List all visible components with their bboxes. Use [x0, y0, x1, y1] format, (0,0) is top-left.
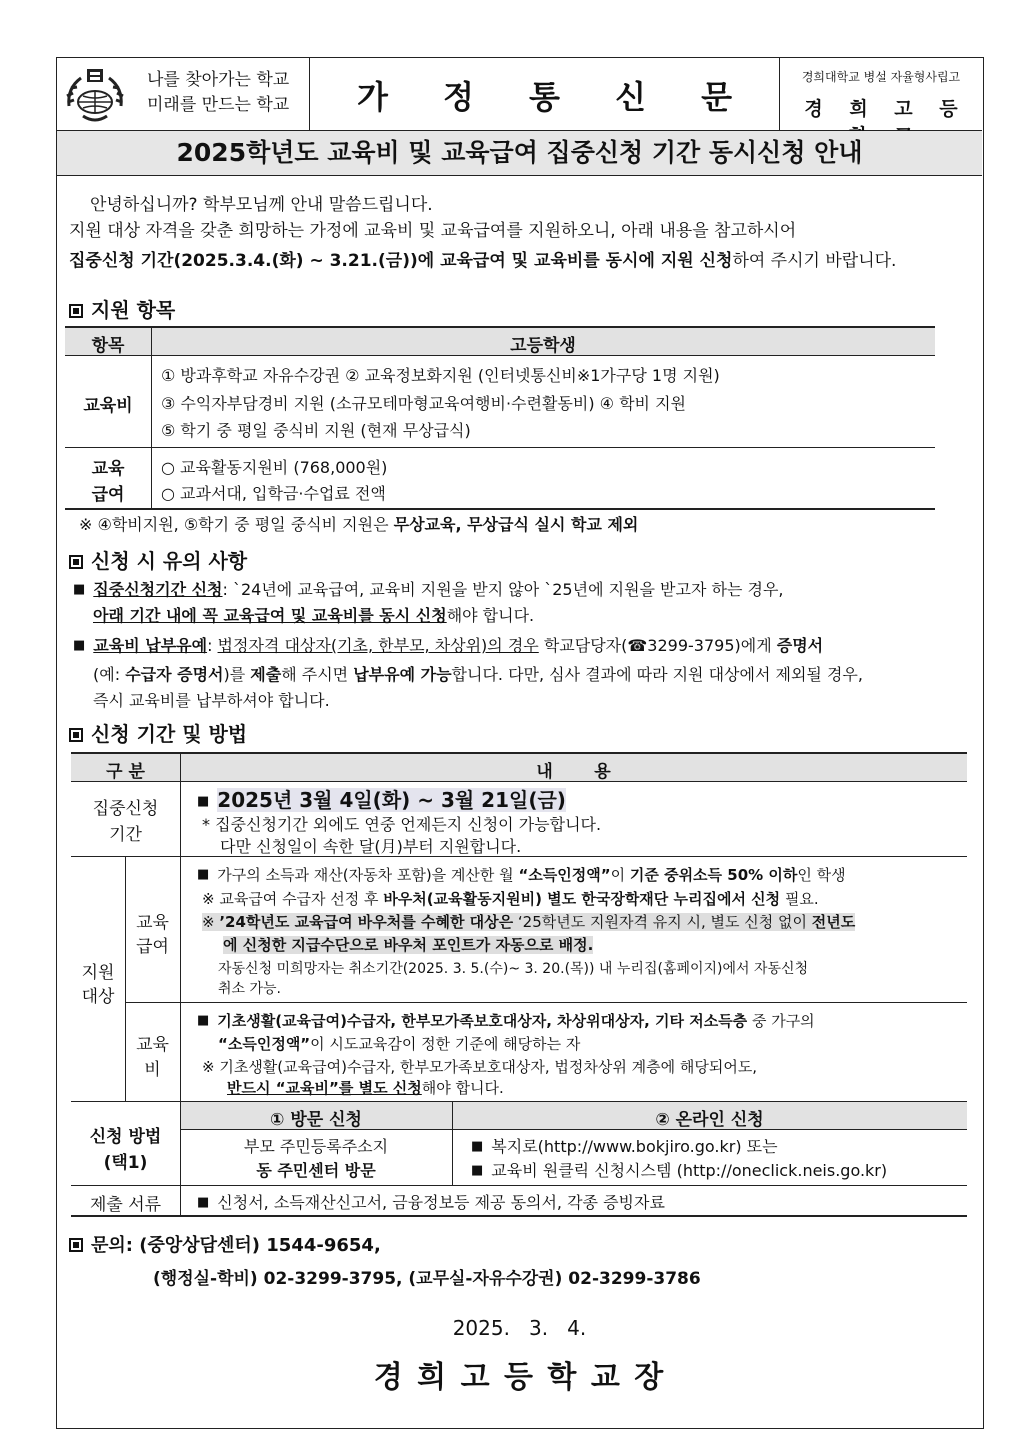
precaution-1-emphasis: 아래 기간 내에 꼭 교육급여 및 교육비를 동시 신청 [93, 606, 447, 625]
slogan-line-1: 나를 찾아가는 학교 [147, 70, 290, 90]
text-run: (예: [93, 665, 126, 684]
text-run: 에 신청한 지급수단으로 바우처 포인트가 자동으로 배정. [223, 936, 594, 954]
table-rule [71, 752, 967, 754]
method-label-1: 신청 방법 [89, 1127, 162, 1147]
edu-cost-item-line-2: ③ 수익자부담경비 지원 (소규모테마형교육여행비·수련활동비) ④ 학비 지원 [161, 394, 686, 413]
principal-signature: 경 희 고 등 학 교 장 [373, 1360, 666, 1395]
text-run: 바우처(교육활동지원비) 별도 한국장학재단 누리집에서 신청 [383, 890, 781, 908]
issue-date: 2025. 3. 4. [452, 1316, 587, 1340]
section-2-title: 신청 시 유의 사항 [91, 549, 248, 573]
text-run: 납부유예 가능 [353, 665, 452, 684]
text-run: 반드시 “교육비”를 별도 신청 [227, 1079, 422, 1097]
text-run: ※ [202, 913, 220, 931]
precaution-1-rest: 해야 합니다. [446, 606, 535, 625]
precaution-2-bold: 증명서 [776, 636, 824, 655]
text-run: 중 가구의 [747, 1012, 815, 1030]
row-edu-benefit-label-2: 급여 [91, 485, 125, 505]
edu-cost-item-line-3: ⑤ 학기 중 평일 중식비 지원 (현재 무상급식) [161, 421, 471, 440]
method-label-2: (택1) [103, 1153, 148, 1173]
table-rule [65, 447, 935, 448]
text-run: 이 시도교육감이 정한 기준에 해당하는 자 [310, 1035, 581, 1053]
precaution-item-1 [73, 577, 784, 600]
precaution-1-label: 집중신청기간 신청 [93, 580, 223, 599]
period-note-2: 다만 신청일이 속한 달(月)부터 지원합니다. [220, 837, 522, 856]
edu-benefit-item-line-1: ○ 교육활동지원비 (768,000원) [161, 458, 388, 477]
table-rule [125, 1002, 967, 1003]
edu-benefit-item-line-2: ○ 교과서대, 입학금·수업료 전액 [161, 484, 386, 503]
precaution-item-2 [73, 633, 823, 656]
edu-cost-target-label-1: 교육 [136, 1035, 169, 1055]
edu-cost-target-label-2: 비 [144, 1060, 161, 1080]
col-item-header: 항목 [91, 336, 125, 356]
col-category-header: 구 분 [106, 762, 145, 782]
visit-method-header: ① 방문 신청 [270, 1110, 362, 1130]
text-run: 필요. [780, 890, 819, 908]
text-run: )를 [223, 665, 251, 684]
precaution-item-2-line-3: 즉시 교육비를 납부하셔야 합니다. [93, 691, 330, 710]
slogan-line-2: 미래를 만드는 학교 [147, 95, 290, 115]
section-square-icon [69, 555, 83, 569]
contact-main: 문의: (중앙상담센터) 1544-9654, [91, 1235, 381, 1256]
table-rule [71, 1215, 967, 1217]
text-run: 해야 합니다. [421, 1079, 504, 1097]
section-precautions-heading [69, 545, 247, 574]
online-method-header: ② 온라인 신청 [655, 1110, 764, 1130]
table-rule [65, 326, 935, 328]
section-square-icon [69, 728, 83, 742]
school-slogan [147, 68, 289, 118]
precaution-2-label: 교육비 납부유예 [93, 636, 208, 655]
table-rule [71, 1101, 967, 1102]
note-emphasis: 무상교육, 무상급식 실시 학교 제외 [393, 515, 639, 534]
edu-benefit-criteria [197, 864, 846, 885]
intro-line-2: 지원 대상 자격을 갖춘 희망하는 가정에 교육비 및 교육급여를 지원하오니, 아래 내용을 참고하시어 [69, 221, 797, 241]
row-edu-benefit-label-1: 교육 [91, 459, 125, 479]
row-edu-cost-label: 교육비 [83, 396, 133, 416]
text-run: 수급자 증명서 [125, 665, 224, 684]
col-highschool-header: 고등학생 [510, 336, 576, 356]
header-slogan-cell [57, 58, 310, 130]
text-run: 이 [610, 866, 630, 884]
section-1-title: 지원 항목 [91, 298, 176, 322]
precaution-2-underlined: 법정자격 대상자(기초, 한부모, 차상위)의 경우 [217, 636, 539, 655]
online-method-line-1: ■ 복지로(http://www.bokjiro.go.kr) 또는 [471, 1134, 778, 1157]
edu-cost-note-line-2 [227, 1077, 504, 1098]
edu-benefit-cancel-note: 자동신청 미희망자는 취소기간(2025. 3. 5.(수)~ 3. 20.(목)) 내 누리집(홈페이지)에서 자동신청 [218, 961, 809, 977]
note-text: ※ ④학비지원, ⑤학기 중 평일 중식비 지원은 [79, 515, 394, 534]
header [57, 58, 982, 131]
section-square-icon [69, 304, 83, 318]
section-square-icon [69, 1238, 83, 1252]
edu-benefit-target-label-2: 급여 [136, 937, 169, 957]
section-period-method-heading [69, 718, 247, 747]
section-support-items-heading [69, 294, 175, 323]
target-label-1: 지원 [81, 963, 115, 983]
edu-benefit-cancel-note-line-2: 취소 가능. [218, 981, 281, 997]
edu-cost-item-line-1: ① 방과후학교 자유수강권 ② 교육정보화지원 (인터넷통신비※1가구당 1명 지원) [161, 366, 720, 385]
text-run: “소득인정액” [518, 866, 611, 884]
edu-cost-criteria [197, 1010, 815, 1031]
edu-cost-note: ※ 기초생활(교육급여)수급자, 한부모가족보호대상자, 법정차상위 계층에 해당되어도, [202, 1058, 758, 1076]
intro-emphasis: 집중신청 기간(2025.3.4.(화) ~ 3.21.(금))에 교육급여 및 교육비를 동시에 지원 신청 [69, 251, 733, 271]
documents-label: 제출 서류 [89, 1195, 162, 1215]
text-run: ※ 교육급여 수급자 선정 후 [202, 890, 384, 908]
header-school-cell [780, 58, 982, 130]
section-3-title: 신청 기간 및 방법 [91, 722, 248, 746]
text-run: ‘25학년도 지원자격 유지 시, 별도 신청 없이 [513, 913, 812, 931]
text-run: 해 주시면 [281, 665, 354, 684]
col-content-header: 내 용 [536, 762, 611, 782]
newsletter-title: 가 정 통 신 문 [356, 78, 755, 116]
documents-list: ■ 신청서, 소득재산신고서, 금융정보등 제공 동의서, 각종 증빙자료 [197, 1190, 665, 1213]
document-title: 2025학년도 교육비 및 교육급여 집중신청 기간 동시신청 안내 [57, 131, 982, 176]
edu-cost-criteria-line-2 [218, 1033, 580, 1054]
school-affiliation: 경희대학교 병설 자율형사립고 [801, 70, 961, 84]
precaution-item-1-line-2 [93, 603, 534, 626]
intro-line-1: 안녕하십니까? 학부모님께 안내 말씀드립니다. [90, 195, 433, 215]
period-note-1: * 집중신청기간 외에도 연중 언제든지 신청이 가능합니다. [202, 815, 602, 834]
target-label-2: 대상 [81, 987, 115, 1007]
contact-line-1 [69, 1231, 381, 1257]
header-title-cell [310, 58, 780, 130]
table-rule [71, 1185, 967, 1186]
intro-line-3 [69, 246, 896, 271]
text-run: 합니다. 다만, 심사 결과에 따라 지원 대상에서 제외될 경우, [451, 665, 863, 684]
precaution-item-2-line-2 [93, 662, 863, 685]
period-dates [197, 784, 566, 813]
text-run: 인 학생 [797, 866, 846, 884]
visit-method-line-2: 동 주민센터 방문 [256, 1161, 376, 1180]
support-items-note [79, 512, 638, 535]
document-page [56, 57, 984, 1429]
period-label-2: 기간 [109, 825, 142, 845]
visit-method-line-1: 부모 주민등록주소지 [243, 1137, 389, 1156]
edu-benefit-voucher-note [202, 888, 819, 909]
school-emblem-icon [63, 66, 127, 124]
precaution-2-mid: 학교담당자(☎3299-3795)에게 [538, 636, 777, 655]
table-rule [65, 508, 935, 510]
school-name: 경 희 고 등 [804, 98, 968, 120]
period-label-1: 집중신청 [92, 799, 159, 819]
text-run: 기준 중위소득 50% 이하 [629, 866, 798, 884]
edu-benefit-auto-note-line-2 [223, 934, 593, 955]
text-run: ’24학년도 교육급여 바우처를 수혜한 대상은 [219, 913, 514, 931]
precaution-2-colon: : [207, 636, 218, 655]
text-run: “소득인정액” [218, 1035, 311, 1053]
text-run: 제출 [250, 665, 282, 684]
intro-line-3-rest: 하여 주시기 바랍니다. [732, 251, 897, 271]
text-run: 가구의 소득과 재산(자동차 포함)을 계산한 월 [217, 866, 519, 884]
period-dates-text: 2025년 3월 4일(화) ~ 3월 21일(금) [217, 788, 566, 812]
precaution-1-text: : `24년에 교육급여, 교육비 지원을 받지 않아 `25년에 지원을 받고자 하는 경우, [222, 580, 784, 599]
online-method-line-2: ■ 교육비 원클릭 신청시스템 (http://oneclick.neis.go.kr) [471, 1158, 887, 1181]
edu-benefit-target-label-1: 교육 [136, 913, 169, 933]
text-run: 전년도 [811, 913, 856, 931]
text-run: 기초생활(교육급여)수급자, 한부모가족보호대상자, 차상위대상자, 기타 저소득층 [217, 1012, 748, 1030]
edu-benefit-auto-note [202, 911, 855, 932]
contact-line-2: (행정실-학비) 02-3299-3795, (교무실-자유수강권) 02-3299-3786 [153, 1269, 701, 1289]
